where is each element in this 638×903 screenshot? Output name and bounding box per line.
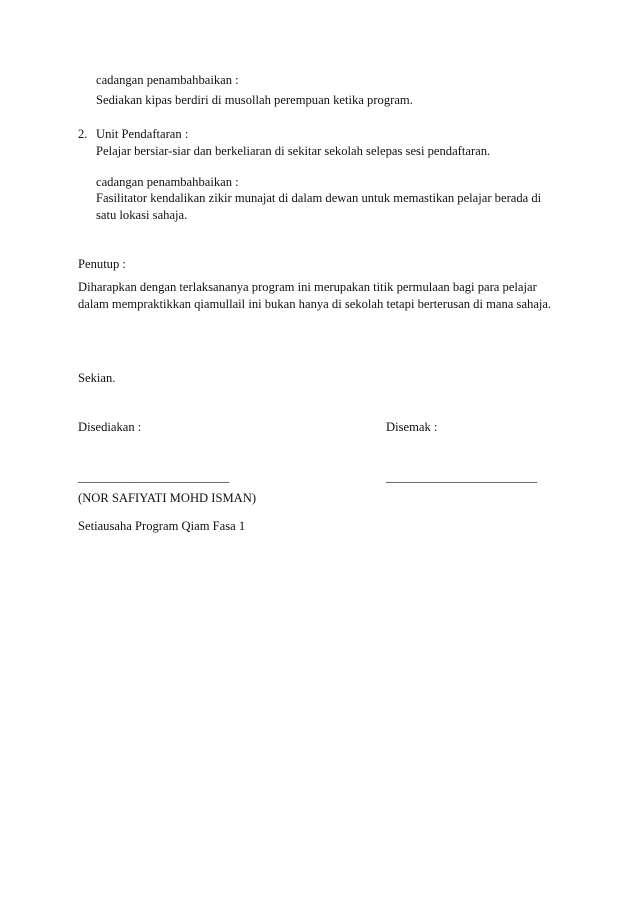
checked-by-label: Disemak : — [386, 420, 438, 434]
penutup-line1: Diharapkan dengan terlaksananya program ini merupakan titik permulaan bagi para pelajar — [78, 280, 537, 294]
closing-text: Sekian. — [78, 371, 116, 385]
checked-signature-line: ________________________ — [386, 470, 538, 484]
prepared-by-label: Disediakan : — [78, 420, 142, 434]
prepared-signature-line: ________________________ — [78, 470, 230, 484]
item2-cadangan-line2: satu lokasi sahaja. — [96, 208, 188, 222]
item2-title: Unit Pendaftaran : — [96, 127, 189, 141]
prepared-title: Setiausaha Program Qiam Fasa 1 — [78, 519, 246, 533]
item1-cadangan-text: Sediakan kipas berdiri di musollah perempuan ketika program. — [96, 93, 413, 107]
item2-issue: Pelajar bersiar-siar dan berkeliaran di sekitar sekolah selepas sesi pendaftaran. — [96, 144, 491, 158]
item2-number: 2. — [78, 127, 88, 141]
prepared-name: (NOR SAFIYATI MOHD ISMAN) — [78, 491, 257, 505]
item2-cadangan-label: cadangan penambahbaikan : — [96, 175, 239, 189]
penutup-line2: dalam mempraktikkan qiamullail ini bukan hanya di sekolah tetapi berterusan di mana sahaja. — [78, 297, 552, 311]
item1-cadangan-label: cadangan penambahbaikan : — [96, 73, 239, 87]
item2-cadangan-line1: Fasilitator kendalikan zikir munajat di dalam dewan untuk memastikan pelajar berada di — [96, 191, 542, 205]
penutup-heading: Penutup : — [78, 257, 126, 271]
